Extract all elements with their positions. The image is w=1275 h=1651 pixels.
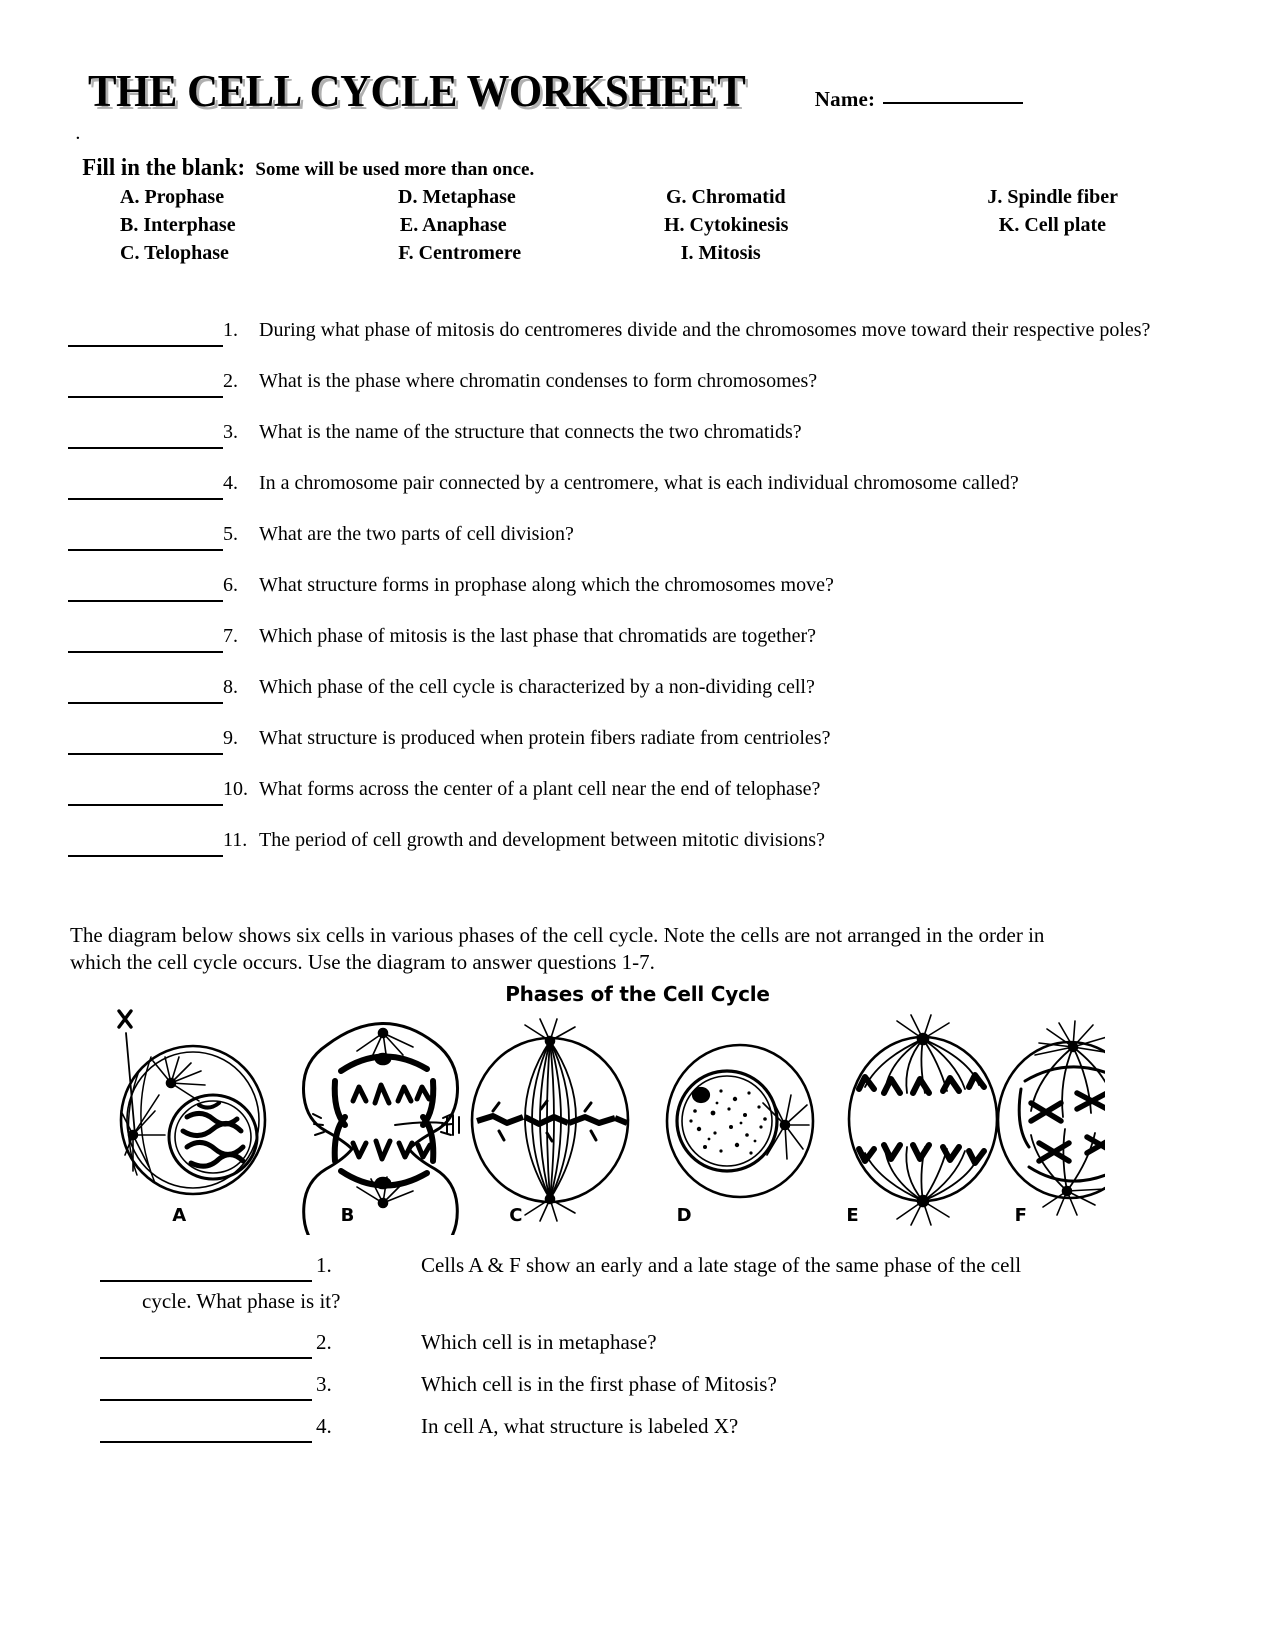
name-field-group <box>815 87 1023 112</box>
diagram-question-item <box>100 1329 1220 1359</box>
fill-in-blank-question-list <box>68 318 1188 879</box>
question-text-6: What structure forms in prophase along which the chromosomes move? <box>259 574 834 596</box>
diagram-question-number-3: 3. <box>316 1372 332 1397</box>
diagram-answer-blank-2[interactable] <box>100 1330 312 1359</box>
cell-c-illustration <box>472 1019 628 1221</box>
answer-blank-7[interactable] <box>68 625 223 653</box>
word-bank-option-f: F. Centromere <box>398 242 522 264</box>
word-bank-option-a: A. Prophase <box>120 186 225 208</box>
word-bank-option-e: E. Anaphase <box>399 214 507 236</box>
question-number-2: 2. <box>223 370 238 392</box>
stray-punctuation-mark: . <box>76 127 80 143</box>
question-item <box>68 828 1188 857</box>
answer-blank-9[interactable] <box>68 727 223 755</box>
word-bank-option-h: H. Cytokinesis <box>663 214 789 236</box>
question-item <box>68 369 1188 398</box>
page-title: THE CELL CYCLE WORKSHEET <box>88 65 746 116</box>
word-bank-option-b: B. Interphase <box>120 214 236 236</box>
diagram-answer-blank-4[interactable] <box>100 1414 312 1443</box>
diagram-question-text-1: Cells A & F show an early and a late stage of the same phase of the cell <box>421 1253 1022 1277</box>
cell-label-row <box>95 1205 1105 1226</box>
word-bank-option-i: I. Mitosis <box>680 242 761 264</box>
cell-label-c: C <box>509 1205 523 1226</box>
question-number-3: 3. <box>223 421 238 443</box>
word-bank <box>120 186 1120 270</box>
diagram-question-text-4: In cell A, what structure is labeled X? <box>421 1414 739 1439</box>
question-number-6: 6. <box>223 574 238 596</box>
diagram-instructions: The diagram below shows six cells in various phases of the cell cycle. Note the cells are not arranged in the order in which the cell cycle occurs. Use the diagram to answer questions 1-7. <box>70 923 1045 975</box>
answer-blank-2[interactable] <box>68 370 223 398</box>
question-number-9: 9. <box>223 727 238 749</box>
diagram-question-number-4: 4. <box>316 1414 332 1439</box>
diagram-question-number-1: 1. <box>316 1253 332 1277</box>
question-number-10: 10. <box>223 778 248 800</box>
cell-label-e: E <box>846 1205 859 1226</box>
diagram-answer-blank-1[interactable] <box>100 1253 312 1282</box>
question-text-9: What structure is produced when protein fibers radiate from centrioles? <box>259 727 831 749</box>
answer-blank-3[interactable] <box>68 421 223 449</box>
cell-cycle-diagram <box>95 985 1105 1235</box>
word-bank-option-k: K. Cell plate <box>998 214 1106 236</box>
cell-label-a: A <box>172 1205 187 1226</box>
instructions-line <box>78 155 534 182</box>
question-item <box>68 522 1188 551</box>
cell-b-illustration <box>303 1023 459 1235</box>
diagram-question-text-3: Which cell is in the first phase of Mitosis? <box>421 1372 777 1397</box>
word-bank-option-j: J. Spindle fiber <box>987 186 1118 208</box>
cell-label-b: B <box>340 1205 355 1226</box>
cell-label-f: F <box>1014 1205 1027 1226</box>
question-item <box>68 471 1188 500</box>
question-item <box>68 573 1188 602</box>
word-bank-option-g: G. Chromatid <box>666 186 786 208</box>
answer-blank-1[interactable] <box>68 319 223 347</box>
question-text-2: What is the phase where chromatin condenses to form chromosomes? <box>259 370 818 392</box>
diagram-question-item <box>100 1413 1220 1443</box>
question-item <box>68 420 1188 449</box>
question-number-4: 4. <box>223 472 238 494</box>
instructions-sub: Some will be used more than once. <box>255 159 535 180</box>
answer-blank-4[interactable] <box>68 472 223 500</box>
word-bank-option-c: C. Telophase <box>120 242 229 264</box>
answer-blank-11[interactable] <box>68 829 223 857</box>
answer-blank-8[interactable] <box>68 676 223 704</box>
word-bank-row <box>120 242 1120 270</box>
diagram-question-item <box>100 1252 1220 1282</box>
cell-a-illustration <box>119 1011 265 1194</box>
question-item <box>68 675 1188 704</box>
question-text-7: Which phase of mitosis is the last phase that chromatids are together? <box>259 625 817 647</box>
word-bank-option-d: D. Metaphase <box>398 186 516 208</box>
diagram-answer-blank-3[interactable] <box>100 1372 312 1401</box>
cell-f-illustration <box>998 1021 1105 1215</box>
diagram-question-text-2: Which cell is in metaphase? <box>421 1330 657 1355</box>
question-number-8: 8. <box>223 676 238 698</box>
question-text-5: What are the two parts of cell division? <box>259 523 574 545</box>
question-item <box>68 624 1188 653</box>
cell-label-d: D <box>676 1205 692 1226</box>
question-item <box>68 777 1188 806</box>
word-bank-row <box>120 186 1120 214</box>
answer-blank-6[interactable] <box>68 574 223 602</box>
name-input-blank[interactable] <box>883 102 1023 104</box>
diagram-question-text-1-continued: cycle. What phase is it? <box>142 1289 341 1313</box>
question-text-11: The period of cell growth and development between mitotic divisions? <box>259 829 825 851</box>
cell-d-illustration <box>667 1045 813 1197</box>
page-header <box>88 65 1188 116</box>
diagram-question-number-2: 2. <box>316 1330 332 1355</box>
question-text-1: During what phase of mitosis do centromeres divide and the chromosomes move toward their respective poles? <box>259 319 1151 341</box>
answer-blank-10[interactable] <box>68 778 223 806</box>
question-item <box>68 318 1188 347</box>
instructions-lead: Fill in the blank: <box>82 155 246 181</box>
word-bank-row <box>120 214 1120 242</box>
question-text-4: In a chromosome pair connected by a centromere, what is each individual chromosome called? <box>259 472 1019 494</box>
question-number-11: 11. <box>223 829 248 851</box>
question-text-8: Which phase of the cell cycle is characterized by a non-dividing cell? <box>259 676 815 698</box>
question-number-1: 1. <box>223 319 238 341</box>
question-number-5: 5. <box>223 523 238 545</box>
cell-e-illustration <box>849 1015 997 1225</box>
question-text-3: What is the name of the structure that connects the two chromatids? <box>259 421 802 443</box>
diagram-question-list <box>100 1252 1220 1455</box>
question-item <box>68 726 1188 755</box>
answer-blank-5[interactable] <box>68 523 223 551</box>
question-number-7: 7. <box>223 625 238 647</box>
question-text-10: What forms across the center of a plant cell near the end of telophase? <box>259 778 821 800</box>
diagram-question-item <box>100 1371 1220 1401</box>
diagram-title: Phases of the Cell Cycle <box>505 982 770 1006</box>
name-label: Name: <box>814 87 876 111</box>
